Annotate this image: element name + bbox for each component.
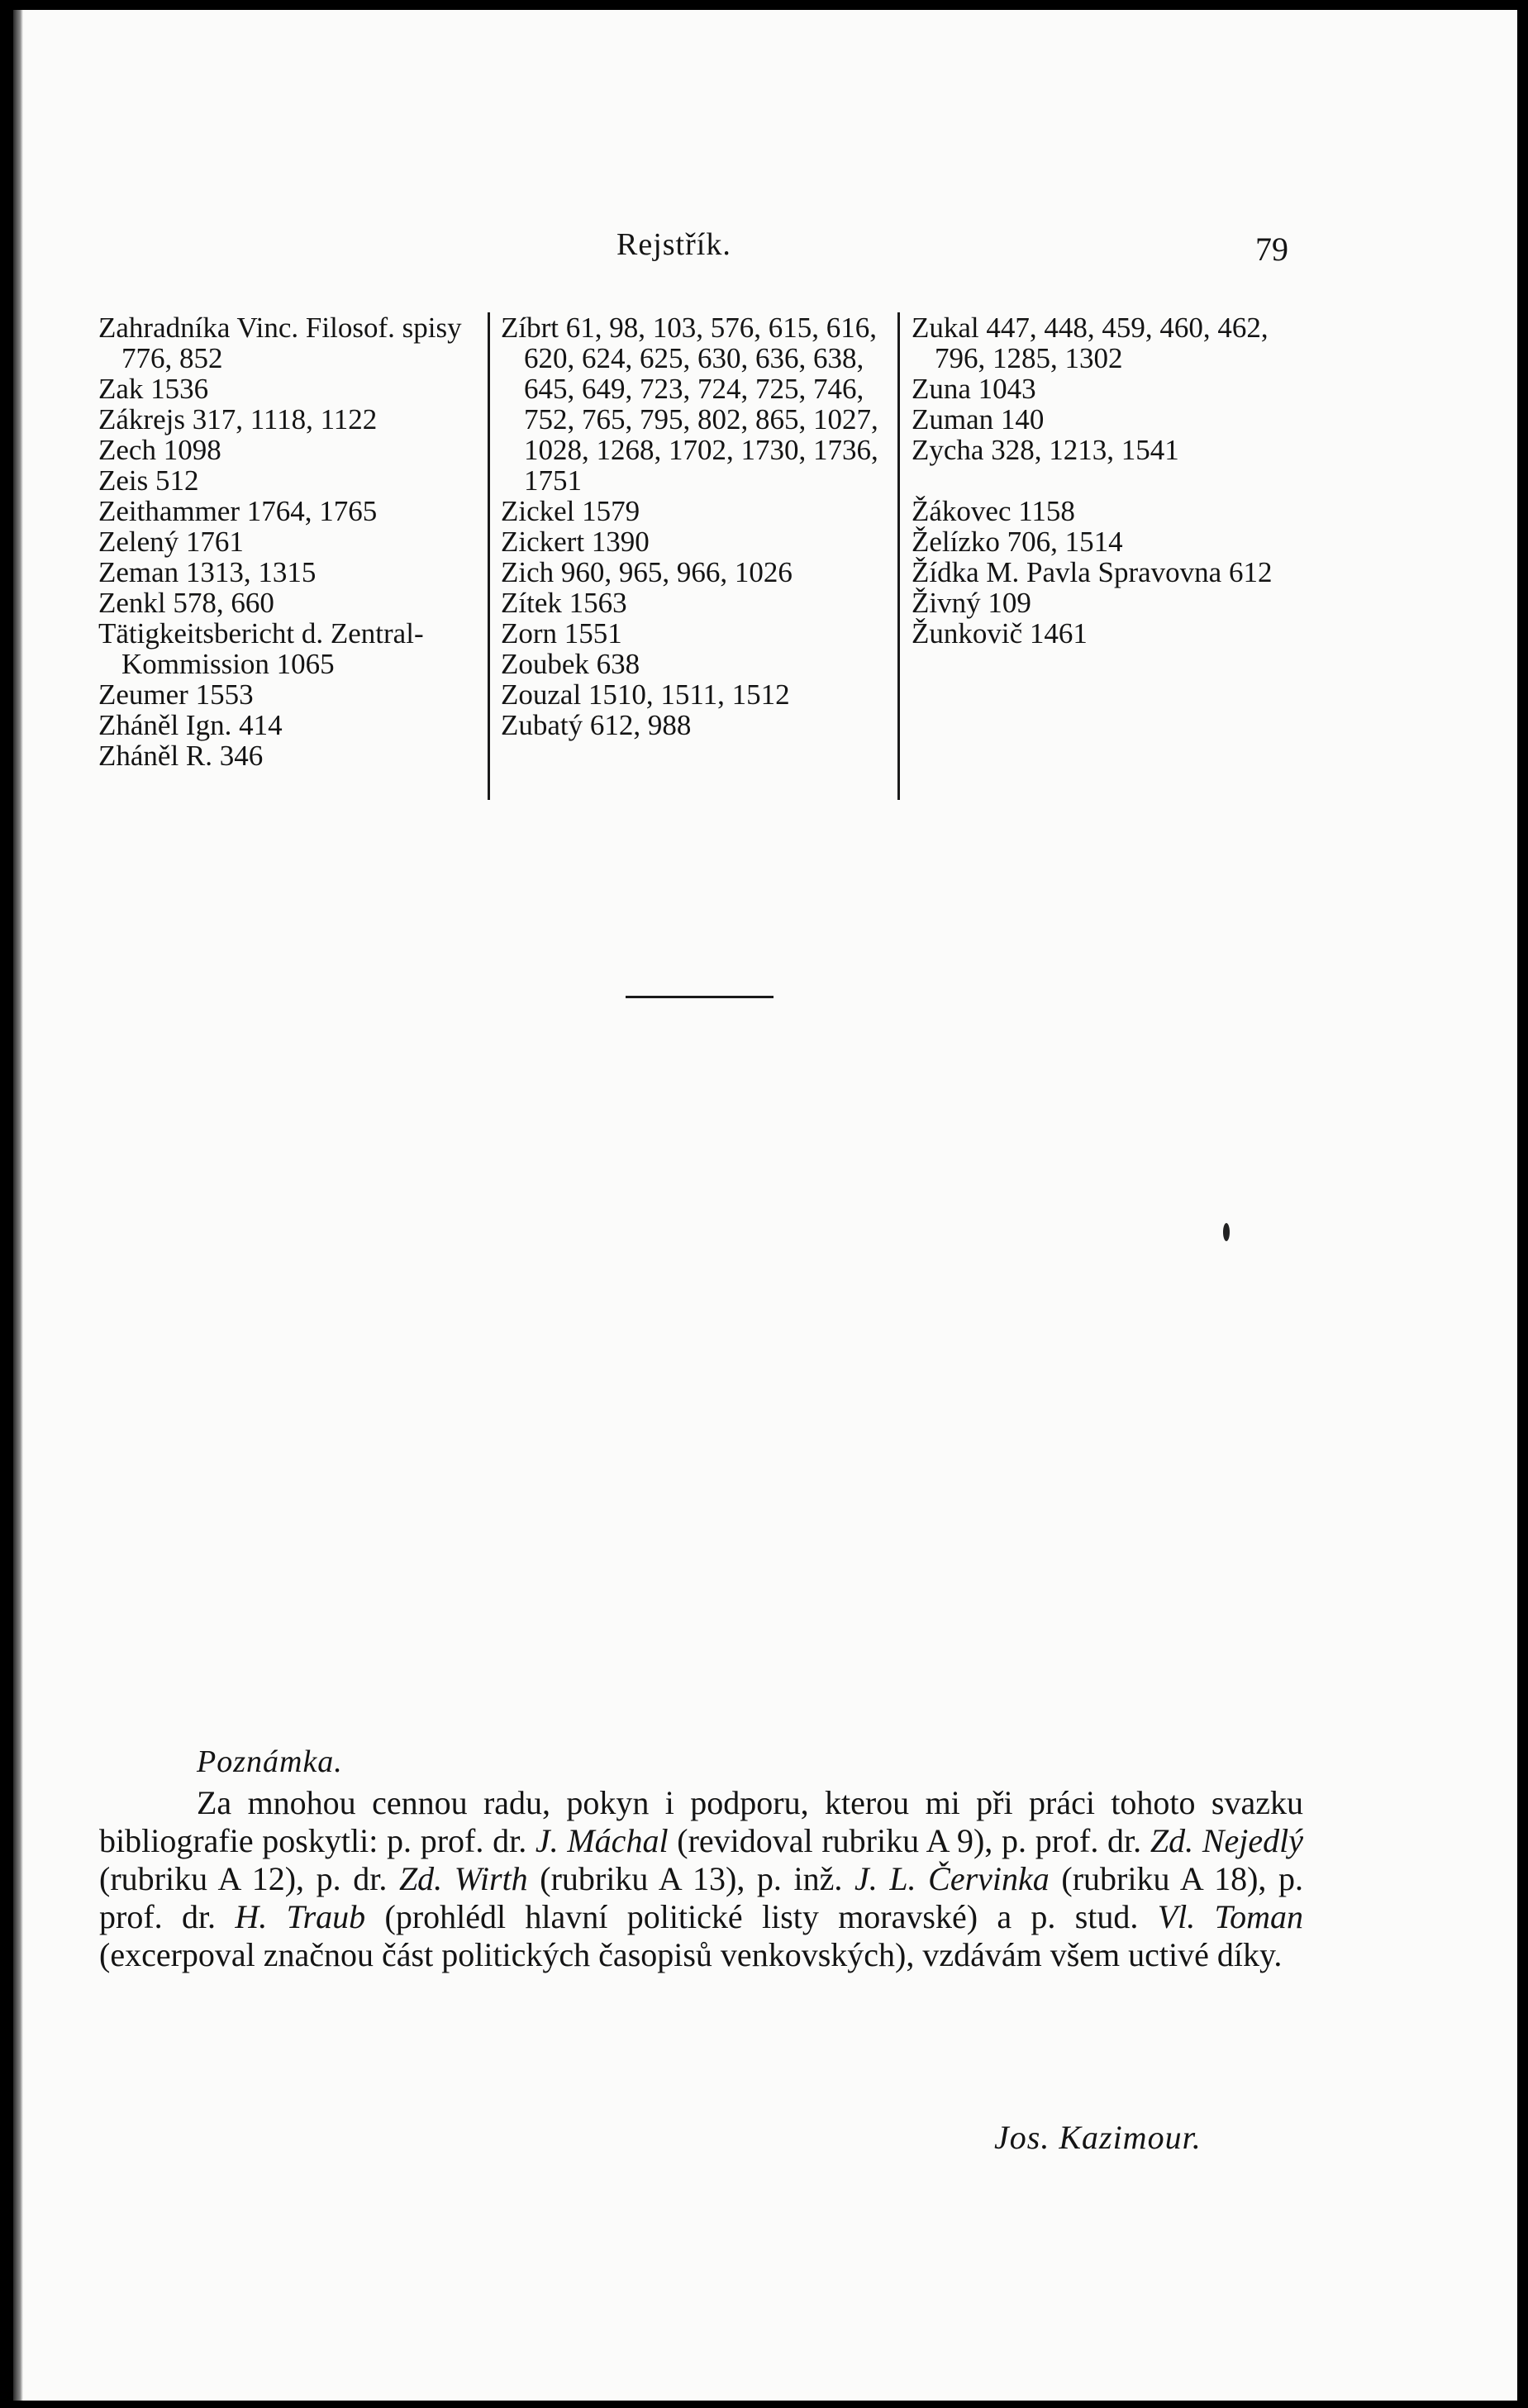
index-entry: Zukal 447, 448, 459, 460, 462, 796, 1285, 1302 bbox=[912, 312, 1269, 374]
index-entry: Zorn 1551 bbox=[501, 617, 622, 650]
index-entry: Zickel 1579 bbox=[501, 495, 640, 527]
person-name: H. Traub bbox=[235, 1898, 366, 1935]
index-entry: Zháněl Ign. 414 bbox=[98, 709, 283, 741]
index-entry: Žídka M. Pavla Spravovna 612 bbox=[912, 556, 1273, 588]
person-name: J. L. Červinka bbox=[854, 1860, 1050, 1897]
index-entry: Zubatý 612, 988 bbox=[501, 709, 692, 741]
index-entry: Zákrejs 317, 1118, 1122 bbox=[98, 403, 378, 435]
note-text: (excerpoval značnou část politických časopisů venkovských), vzdávám všem uctivé díky. bbox=[99, 1936, 1283, 1973]
page-binding-edge bbox=[13, 10, 23, 2401]
index-entry: Zahradníka Vinc. Filosof. spisy 776, 852 bbox=[98, 312, 462, 374]
person-name: J. Máchal bbox=[535, 1822, 669, 1859]
column-divider bbox=[897, 312, 900, 800]
index-entry: Zuna 1043 bbox=[912, 373, 1036, 405]
person-name: Vl. Toman bbox=[1157, 1898, 1304, 1935]
index-column-1 bbox=[98, 312, 487, 771]
index-entry: Želízko 706, 1514 bbox=[912, 526, 1123, 558]
note-paragraph bbox=[99, 1784, 1303, 1974]
index-entry: Žákovec 1158 bbox=[912, 495, 1075, 527]
index-column-3 bbox=[912, 312, 1300, 649]
index-entry: Zickert 1390 bbox=[501, 526, 650, 558]
index-entry: Zouzal 1510, 1511, 1512 bbox=[501, 678, 790, 711]
index-entry: Zak 1536 bbox=[98, 373, 209, 405]
index-entry: Zelený 1761 bbox=[98, 526, 244, 558]
note-text: (rubriku A 18), p. prof. dr. bbox=[99, 1860, 1304, 1935]
index-entry: Zeis 512 bbox=[98, 464, 199, 497]
person-name: Zd. Wirth bbox=[398, 1860, 528, 1897]
section-separator bbox=[626, 996, 774, 998]
index-entry: Zháněl R. 346 bbox=[98, 740, 264, 772]
index-entry: Zíbrt 61, 98, 103, 576, 615, 616, 620, 624, 625, 630, 636, 638, 645, 649, 723, 724, 725, 746, 752, 765, 795, 802, 865, 1027, 1028, 1268, 1702, 1730, 1736, 1751 bbox=[501, 312, 878, 497]
index-entry: Zítek 1563 bbox=[501, 587, 627, 619]
note-text: (revidoval rubriku A 9), p. prof. dr. bbox=[668, 1822, 1150, 1859]
column-divider bbox=[488, 312, 490, 800]
index-entry: Zoubek 638 bbox=[501, 648, 640, 680]
note-text: (prohlédl hlavní politické listy moravské) a p. stud. bbox=[365, 1898, 1158, 1935]
person-name: Zd. Nejedlý bbox=[1150, 1822, 1303, 1859]
index-entry: Zeithammer 1764, 1765 bbox=[98, 495, 378, 527]
ink-speck bbox=[1223, 1223, 1230, 1241]
note-text: (rubriku A 13), p. inž. bbox=[527, 1860, 854, 1897]
index-entry: Zycha 328, 1213, 1541 bbox=[912, 434, 1179, 466]
note-text: Za mnohou cennou radu, pokyn i podporu, kterou mi při práci tohoto svazku bibliografie poskytli: p. prof. dr. bbox=[99, 1784, 1303, 1859]
index-entry: Živný 109 bbox=[912, 587, 1031, 619]
running-header: Rejstřík. bbox=[616, 227, 731, 262]
index-entry: Zeman 1313, 1315 bbox=[98, 556, 317, 588]
index-column-2 bbox=[501, 312, 897, 740]
note-text: (rubriku A 12), p. dr. bbox=[99, 1860, 399, 1897]
signature: Jos. Kazimour. bbox=[994, 2119, 1202, 2156]
note-heading: Poznámka. bbox=[197, 1744, 343, 1779]
page-number: 79 bbox=[1255, 231, 1288, 268]
index-entry: Zech 1098 bbox=[98, 434, 221, 466]
index-entry: Zenkl 578, 660 bbox=[98, 587, 274, 619]
section-gap bbox=[912, 465, 1300, 496]
index-entry: Zeumer 1553 bbox=[98, 678, 254, 711]
book-page bbox=[13, 10, 1517, 2401]
index-entry: Žunkovič 1461 bbox=[912, 617, 1088, 650]
index-entry: Zich 960, 965, 966, 1026 bbox=[501, 556, 793, 588]
index-entry: Tätigkeitsbericht d. Zentral-Kommission 1065 bbox=[98, 617, 424, 680]
index-entry: Zuman 140 bbox=[912, 403, 1045, 435]
